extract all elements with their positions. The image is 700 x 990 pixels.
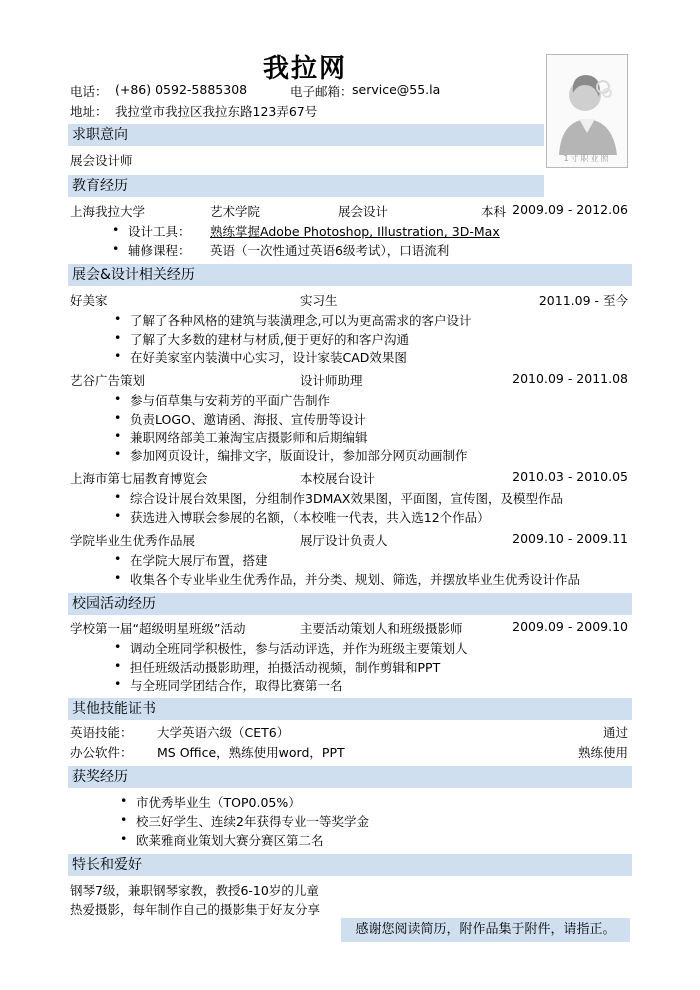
list-item bbox=[114, 330, 409, 348]
section-skills: 其他技能证书 bbox=[68, 698, 632, 720]
education-degree: 本科 bbox=[481, 204, 507, 219]
bullet-icon: • bbox=[112, 241, 120, 256]
list-item-text: 调动全班同学积极性，参与活动评选，并作为班级主要策划人 bbox=[130, 641, 468, 656]
list-item-text: 欧莱雅商业策划大赛分赛区第二名 bbox=[136, 833, 324, 848]
phone-label: 电话： bbox=[70, 84, 108, 99]
bullet-icon: • bbox=[114, 391, 122, 406]
experience-date: 2010.09 - 2011.08 bbox=[512, 371, 628, 386]
list-item bbox=[114, 428, 368, 446]
skill-value: MS Office，熟练使用word，PPT bbox=[157, 745, 345, 760]
list-item bbox=[114, 508, 490, 526]
list-item-text: 获选进入博联会参展的名额，（本校唯一代表，共入选12个作品） bbox=[130, 510, 490, 525]
campus-date: 2009.09 - 2009.10 bbox=[512, 619, 628, 634]
bullet-icon: • bbox=[114, 348, 122, 363]
skill-value: 大学英语六级（CET6） bbox=[157, 725, 290, 740]
list-item-text: 市优秀毕业生（TOP0.05%） bbox=[136, 795, 301, 810]
resume-name: 我拉网 bbox=[262, 54, 347, 84]
skill-label: 英语技能： bbox=[70, 725, 133, 740]
list-item-text: 了解了各种风格的建筑与装潢理念,可以为更高需求的客户设计 bbox=[130, 313, 472, 328]
list-item-text: 校三好学生、连续2年获得专业一等奖学金 bbox=[136, 814, 369, 829]
bullet-icon: • bbox=[114, 330, 122, 345]
experience-date: 2011.09 - 至今 bbox=[538, 293, 628, 308]
list-item bbox=[114, 446, 468, 464]
thanks-note: 感谢您阅读简历，附作品集于附件，请指正。 bbox=[341, 918, 630, 942]
bullet-icon: • bbox=[114, 658, 122, 673]
list-item bbox=[114, 570, 581, 588]
list-item-text: 与全班同学团结合作，取得比赛第一名 bbox=[130, 678, 343, 693]
section-experience: 展会&设计相关经历 bbox=[68, 264, 632, 286]
experience-org: 艺谷广告策划 bbox=[70, 373, 146, 388]
campus-org: 学校第一届“超级明星班级”活动 bbox=[70, 621, 246, 636]
experience-date: 2010.03 - 2010.05 bbox=[512, 469, 628, 484]
section-objective: 求职意向 bbox=[68, 124, 544, 146]
bullet-icon: • bbox=[114, 489, 122, 504]
bullet-icon: • bbox=[114, 551, 122, 566]
phone-value: (+86) 0592-5885308 bbox=[115, 82, 248, 97]
list-item bbox=[114, 391, 331, 409]
list-item bbox=[120, 812, 369, 830]
bullet-icon: • bbox=[114, 428, 122, 443]
list-item bbox=[120, 793, 301, 811]
campus-role: 主要活动策划人和班级摄影师 bbox=[300, 621, 463, 636]
education-item-value: 熟练掌握Adobe Photoshop, Illustration, 3D-Max bbox=[210, 224, 500, 239]
education-item-label: 辅修课程： bbox=[128, 243, 191, 258]
experience-org: 学院毕业生优秀作品展 bbox=[70, 533, 196, 548]
education-item bbox=[112, 222, 500, 240]
education-item-label: 设计工具： bbox=[128, 224, 191, 239]
profile-photo bbox=[546, 54, 628, 168]
skill-level: 通过 bbox=[602, 725, 628, 740]
list-item-text: 负责LOGO、邀请函、海报、宣传册等设计 bbox=[130, 412, 366, 427]
skill-label: 办公软件： bbox=[70, 745, 133, 760]
education-item bbox=[112, 241, 450, 259]
address-label: 地址： bbox=[70, 104, 108, 119]
email-label: 电子邮箱： bbox=[290, 84, 353, 99]
bullet-icon: • bbox=[114, 639, 122, 654]
objective-text: 展会设计师 bbox=[70, 153, 133, 168]
hobby-line: 热爱摄影，每年制作自己的摄影集于好友分享 bbox=[70, 902, 321, 917]
bullet-icon: • bbox=[112, 222, 120, 237]
list-item-text: 在学院大展厅布置，搭建 bbox=[130, 553, 268, 568]
list-item-text: 收集各个专业毕业生优秀作品，并分类、规划、筛选，并摆放毕业生优秀设计作品 bbox=[130, 572, 581, 587]
experience-date: 2009.10 - 2009.11 bbox=[512, 531, 628, 546]
list-item-text: 参与佰草集与安莉芳的平面广告制作 bbox=[130, 393, 331, 408]
education-item-value: 英语（一次性通过英语6级考试），口语流利 bbox=[210, 243, 450, 258]
list-item bbox=[114, 658, 441, 676]
bullet-icon: • bbox=[114, 570, 122, 585]
list-item bbox=[114, 551, 268, 569]
section-awards: 获奖经历 bbox=[68, 766, 632, 788]
person-silhouette-icon bbox=[547, 55, 628, 168]
bullet-icon: • bbox=[114, 446, 122, 461]
address-value: 我拉堂市我拉区我拉东路123弄67号 bbox=[115, 104, 318, 119]
list-item bbox=[114, 311, 472, 329]
list-item bbox=[114, 676, 343, 694]
section-hobbies: 特长和爱好 bbox=[68, 854, 632, 876]
experience-role: 设计师助理 bbox=[300, 373, 363, 388]
list-item bbox=[114, 410, 366, 428]
list-item bbox=[120, 831, 324, 849]
photo-caption: 1寸职业照 bbox=[563, 154, 611, 163]
education-major: 展会设计 bbox=[338, 204, 389, 219]
education-college: 艺术学院 bbox=[210, 204, 261, 219]
bullet-icon: • bbox=[120, 812, 128, 827]
list-item bbox=[114, 489, 563, 507]
list-item-text: 综合设计展台效果图，分组制作3DMAX效果图，平面图，宣传图，及模型作品 bbox=[130, 491, 563, 506]
section-education: 教育经历 bbox=[68, 175, 544, 197]
list-item-text: 担任班级活动摄影助理，拍摄活动视频，制作剪辑和PPT bbox=[130, 660, 441, 675]
list-item bbox=[114, 348, 407, 366]
bullet-icon: • bbox=[114, 311, 122, 326]
bullet-icon: • bbox=[114, 508, 122, 523]
list-item bbox=[114, 639, 468, 657]
section-campus: 校园活动经历 bbox=[68, 593, 632, 615]
list-item-text: 参加网页设计，编排文字，版面设计，参加部分网页动画制作 bbox=[130, 448, 468, 463]
experience-org: 上海市第七届教育博览会 bbox=[70, 471, 208, 486]
bullet-icon: • bbox=[120, 831, 128, 846]
education-date: 2009.09 - 2012.06 bbox=[512, 202, 628, 217]
skill-level: 熟练使用 bbox=[577, 745, 628, 760]
experience-role: 展厅设计负责人 bbox=[300, 533, 388, 548]
experience-role: 实习生 bbox=[300, 293, 338, 308]
email-value[interactable]: service@55.la bbox=[352, 82, 441, 97]
experience-role: 本校展台设计 bbox=[300, 471, 376, 486]
bullet-icon: • bbox=[114, 410, 122, 425]
hobby-line: 钢琴7级，兼职钢琴家教，教授6-10岁的儿童 bbox=[70, 883, 319, 898]
list-item-text: 兼职网络部美工兼淘宝店摄影师和后期编辑 bbox=[130, 430, 368, 445]
list-item-text: 了解了大多数的建材与材质,便于更好的和客户沟通 bbox=[130, 332, 409, 347]
bullet-icon: • bbox=[114, 676, 122, 691]
list-item-text: 在好美家室内装潢中心实习，设计家装CAD效果图 bbox=[130, 350, 407, 365]
education-school: 上海我拉大学 bbox=[70, 204, 146, 219]
bullet-icon: • bbox=[120, 793, 128, 808]
experience-org: 好美家 bbox=[70, 293, 108, 308]
